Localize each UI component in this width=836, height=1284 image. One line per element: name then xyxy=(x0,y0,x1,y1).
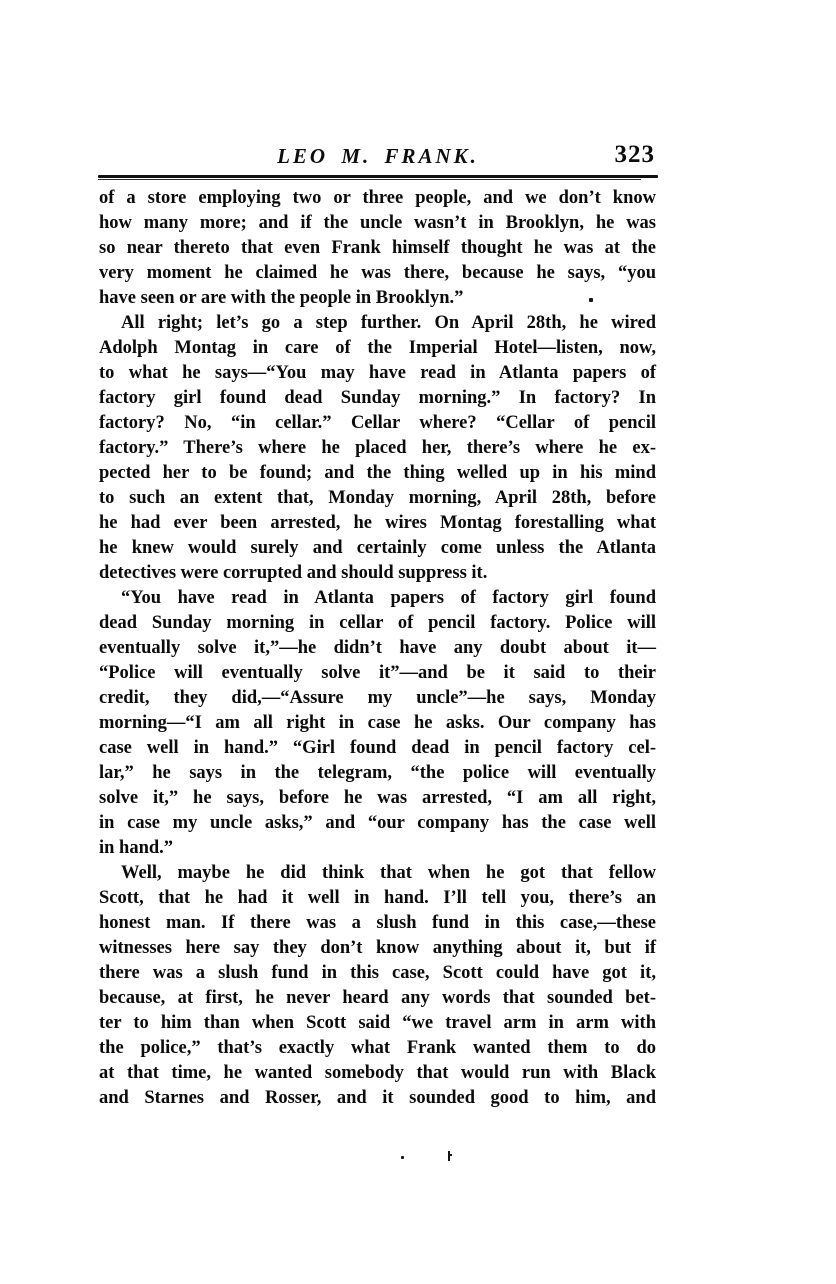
paragraph xyxy=(99,311,656,586)
text-line: have seen or are with the people in Brooklyn.” xyxy=(99,288,464,308)
text-line: case well in hand.” “Girl found dead in pencil factory cel- xyxy=(99,738,656,758)
text-line: lar,” he says in the telegram, “the police will eventually xyxy=(99,763,656,783)
text-line: solve it,” he says, before he was arrested, “I am all right, xyxy=(99,788,656,808)
text-line: pected her to be found; and the thing welled up in his mind xyxy=(99,463,656,483)
page-body xyxy=(99,186,656,1111)
header-rule-thin-line xyxy=(98,179,641,180)
text-line: in hand.” xyxy=(99,838,174,858)
text-line: factory.” There’s where he placed her, there’s where he ex- xyxy=(99,438,656,458)
header-rule xyxy=(98,175,658,181)
paragraph xyxy=(99,186,656,311)
text-line: eventually solve it,”—he didn’t have any doubt about it— xyxy=(99,638,656,658)
text-line: Adolph Montag in care of the Imperial Hotel—listen, now, xyxy=(99,338,656,358)
text-line: of a store employing two or three people, and we don’t know xyxy=(99,188,656,208)
text-line: detectives were corrupted and should suppress it. xyxy=(99,563,488,583)
text-line: and Starnes and Rosser, and it sounded good to him, and xyxy=(99,1088,656,1108)
text-line: he had ever been arrested, he wires Montag forestalling what xyxy=(99,513,656,533)
text-line: credit, they did,—“Assure my uncle”—he says, Monday xyxy=(99,688,656,708)
text-line: honest man. If there was a slush fund in this case,—these xyxy=(99,913,656,933)
text-line: factory girl found dead Sunday morning.” In factory? In xyxy=(99,388,656,408)
page-number: 323 xyxy=(614,141,655,168)
paragraph xyxy=(99,586,656,861)
text-line: “You have read in Atlanta papers of factory girl found xyxy=(121,588,656,608)
text-line: Well, maybe he did think that when he got that fellow xyxy=(121,863,656,883)
text-line: in case my uncle asks,” and “our company has the case well xyxy=(99,813,656,833)
paragraph xyxy=(99,861,656,1111)
text-line: All right; let’s go a step further. On April 28th, he wired xyxy=(121,313,656,333)
scan-speck xyxy=(401,1156,404,1159)
running-head xyxy=(99,141,657,175)
text-line: to what he says—“You may have read in Atlanta papers of xyxy=(99,363,656,383)
text-line: dead Sunday morning in cellar of pencil factory. Police will xyxy=(99,613,656,633)
text-line: morning—“I am all right in case he asks. Our company has xyxy=(99,713,656,733)
text-line: so near thereto that even Frank himself thought he was at the xyxy=(99,238,656,258)
text-line: at that time, he wanted somebody that would run with Black xyxy=(99,1063,656,1083)
text-line: “Police will eventually solve it”—and be it said to their xyxy=(99,663,656,683)
text-line: how many more; and if the uncle wasn’t in Brooklyn, he was xyxy=(99,213,656,233)
text-line: witnesses here say they don’t know anything about it, but if xyxy=(99,938,656,958)
header-rule-thick-line xyxy=(98,175,658,178)
scan-speck xyxy=(448,1151,450,1161)
text-line: Scott, that he had it well in hand. I’ll tell you, there’s an xyxy=(99,888,656,908)
text-line: he knew would surely and certainly come unless the Atlanta xyxy=(99,538,656,558)
text-line: ter to him than when Scott said “we travel arm in arm with xyxy=(99,1013,656,1033)
text-line: because, at first, he never heard any words that sounded bet- xyxy=(99,988,656,1008)
text-line: very moment he claimed he was there, because he says, “you xyxy=(99,263,656,283)
text-line: there was a slush fund in this case, Scott could have got it, xyxy=(99,963,656,983)
text-line: factory? No, “in cellar.” Cellar where? “Cellar of pencil xyxy=(99,413,656,433)
text-line: the police,” that’s exactly what Frank wanted them to do xyxy=(99,1038,656,1058)
text-line: to such an extent that, Monday morning, April 28th, before xyxy=(99,488,656,508)
scan-speck xyxy=(589,298,593,302)
page-title: LEO M. FRANK. xyxy=(277,144,479,168)
